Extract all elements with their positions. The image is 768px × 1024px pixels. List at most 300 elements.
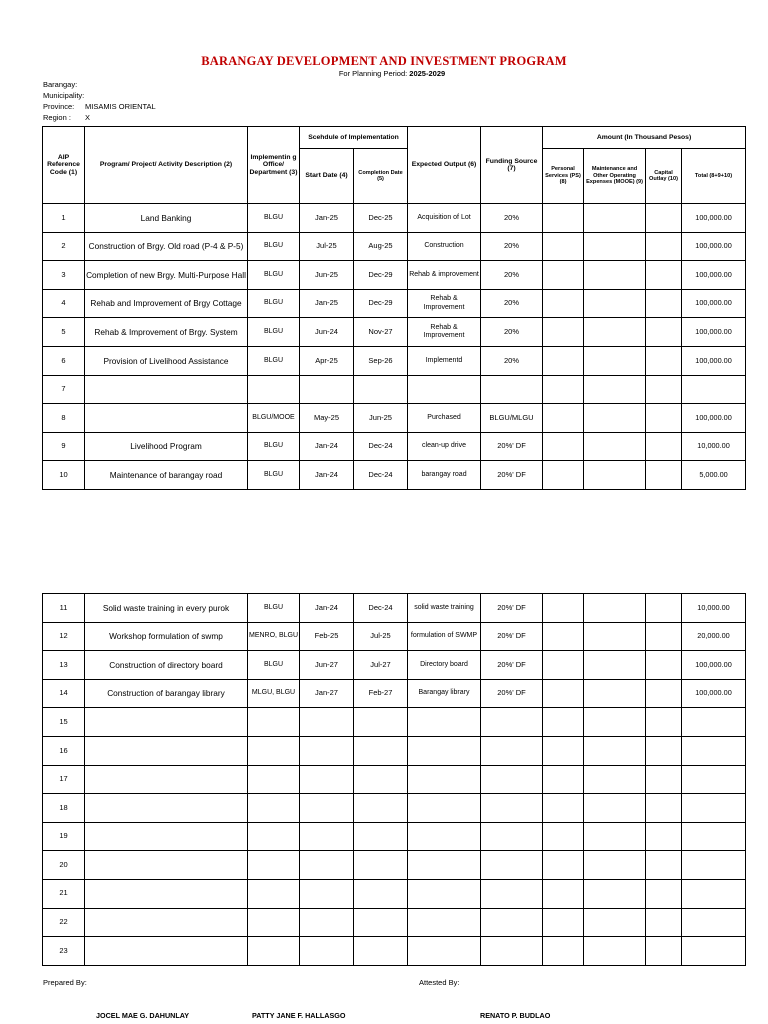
row-completion-date: Dec-29: [354, 289, 408, 318]
row-capital-outlay: [646, 622, 682, 651]
row-start-date: Jan-24: [300, 461, 354, 490]
row-number: 21: [43, 879, 85, 908]
region-label: Region :: [43, 113, 71, 122]
row-mooe: [584, 461, 646, 490]
row-implementing-office: BLGU: [248, 461, 300, 490]
row-number: 20: [43, 851, 85, 880]
attested-by-label: Attested By:: [419, 978, 460, 987]
row-start-date: Jan-24: [300, 432, 354, 461]
row-description: Provision of Livelihood Assistance: [85, 346, 248, 375]
row-personal-services: [543, 346, 584, 375]
municipality-line: [43, 91, 85, 102]
row-personal-services: [543, 432, 584, 461]
region-value: X: [85, 113, 91, 122]
row-number: 16: [43, 736, 85, 765]
row-completion-date: Dec-24: [354, 461, 408, 490]
row-capital-outlay: [646, 204, 682, 233]
row-description: Construction of directory board: [85, 651, 248, 680]
row-start-date: Jan-24: [300, 594, 354, 623]
row-mooe: [584, 375, 646, 404]
row-implementing-office: BLGU: [248, 232, 300, 261]
row-capital-outlay: [646, 822, 682, 851]
row-funding-source: BLGU/MLGU: [481, 404, 543, 433]
row-description: [85, 937, 248, 966]
row-expected-output: [408, 908, 481, 937]
prepared-by-label: Prepared By:: [43, 978, 87, 987]
table-row: [43, 375, 746, 404]
row-implementing-office: MLGU, BLGU: [248, 679, 300, 708]
row-mooe: [584, 651, 646, 680]
row-description: Completion of new Brgy. Multi-Purpose Hall: [85, 261, 248, 290]
row-expected-output: [408, 708, 481, 737]
row-expected-output: Rehab & improvement: [408, 261, 481, 290]
row-funding-source: 20%' DF: [481, 679, 543, 708]
table-row: [43, 736, 746, 765]
row-start-date: Jun-24: [300, 318, 354, 347]
row-total: [682, 851, 746, 880]
row-expected-output: [408, 375, 481, 404]
row-expected-output: barangay road: [408, 461, 481, 490]
row-total: [682, 908, 746, 937]
row-completion-date: [354, 822, 408, 851]
col-capital-outlay: Capital Outlay (10): [646, 149, 682, 204]
row-funding-source: 20%' DF: [481, 432, 543, 461]
row-completion-date: Jun-25: [354, 404, 408, 433]
row-implementing-office: [248, 908, 300, 937]
row-expected-output: Rehab & Improvement: [408, 318, 481, 347]
row-description: [85, 822, 248, 851]
row-start-date: Jan-25: [300, 289, 354, 318]
province-line: [43, 102, 156, 113]
row-personal-services: [543, 261, 584, 290]
row-total: [682, 794, 746, 823]
table-row: [43, 879, 746, 908]
row-funding-source: 20%: [481, 232, 543, 261]
table-row: [43, 232, 746, 261]
row-total: [682, 879, 746, 908]
row-description: [85, 736, 248, 765]
row-expected-output: solid waste training: [408, 594, 481, 623]
table-row: [43, 461, 746, 490]
row-completion-date: Dec-29: [354, 261, 408, 290]
table-row: [43, 622, 746, 651]
col-completion-date: Completion Date (5): [354, 149, 408, 204]
row-description: [85, 708, 248, 737]
row-start-date: [300, 908, 354, 937]
municipality-label: Municipality:: [43, 91, 85, 100]
row-description: [85, 765, 248, 794]
row-start-date: [300, 937, 354, 966]
signatory-2: PATTY JANE F. HALLASGO: [252, 1011, 346, 1020]
row-mooe: [584, 289, 646, 318]
row-mooe: [584, 232, 646, 261]
row-implementing-office: BLGU: [248, 346, 300, 375]
row-funding-source: [481, 794, 543, 823]
col-funding-source: Funding Source (7): [481, 127, 543, 204]
row-funding-source: 20%: [481, 261, 543, 290]
row-description: Construction of barangay library: [85, 679, 248, 708]
row-capital-outlay: [646, 404, 682, 433]
table-row: [43, 822, 746, 851]
col-implementing-office: Implementin g Office/ Department (3): [248, 127, 300, 204]
row-completion-date: [354, 736, 408, 765]
table-row: [43, 851, 746, 880]
row-description: [85, 908, 248, 937]
row-personal-services: [543, 679, 584, 708]
row-personal-services: [543, 232, 584, 261]
row-funding-source: 20%: [481, 204, 543, 233]
row-start-date: [300, 765, 354, 794]
table-row: [43, 937, 746, 966]
row-completion-date: [354, 708, 408, 737]
row-expected-output: Rehab & Improvement: [408, 289, 481, 318]
row-personal-services: [543, 765, 584, 794]
row-start-date: [300, 736, 354, 765]
row-implementing-office: [248, 708, 300, 737]
row-funding-source: [481, 708, 543, 737]
row-number: 6: [43, 346, 85, 375]
row-number: 11: [43, 594, 85, 623]
row-total: 100,000.00: [682, 232, 746, 261]
row-implementing-office: BLGU/MOOE: [248, 404, 300, 433]
row-personal-services: [543, 594, 584, 623]
row-description: Construction of Brgy. Old road (P-4 & P-5): [85, 232, 248, 261]
row-implementing-office: BLGU: [248, 204, 300, 233]
row-start-date: [300, 822, 354, 851]
row-start-date: [300, 708, 354, 737]
table-row: [43, 346, 746, 375]
row-total: 20,000.00: [682, 622, 746, 651]
row-total: 5,000.00: [682, 461, 746, 490]
row-implementing-office: BLGU: [248, 261, 300, 290]
row-description: Maintenance of barangay road: [85, 461, 248, 490]
row-capital-outlay: [646, 232, 682, 261]
row-start-date: [300, 794, 354, 823]
table-row: [43, 432, 746, 461]
row-total: [682, 765, 746, 794]
row-description: [85, 794, 248, 823]
row-personal-services: [543, 937, 584, 966]
signatory-1: JOCEL MAE G. DAHUNLAY: [96, 1011, 190, 1020]
row-personal-services: [543, 908, 584, 937]
planning-period: [0, 69, 768, 78]
col-aip-reference-code: AIP Reference Code (1): [43, 127, 85, 204]
province-label: Province:: [43, 102, 75, 111]
row-funding-source: 20%' DF: [481, 651, 543, 680]
row-expected-output: [408, 822, 481, 851]
row-personal-services: [543, 708, 584, 737]
row-description: Rehab and Improvement of Brgy Cottage: [85, 289, 248, 318]
row-mooe: [584, 879, 646, 908]
row-expected-output: formulation of SWMP: [408, 622, 481, 651]
row-personal-services: [543, 879, 584, 908]
row-implementing-office: MENRO, BLGU: [248, 622, 300, 651]
row-expected-output: [408, 794, 481, 823]
row-description: Rehab & Improvement of Brgy. System: [85, 318, 248, 347]
row-mooe: [584, 765, 646, 794]
row-expected-output: [408, 879, 481, 908]
planning-period-value: 2025-2029: [409, 69, 446, 78]
row-capital-outlay: [646, 461, 682, 490]
row-expected-output: Purchased: [408, 404, 481, 433]
col-schedule-group: Scehdule of Implementation: [300, 127, 408, 149]
row-number: 12: [43, 622, 85, 651]
row-capital-outlay: [646, 679, 682, 708]
row-capital-outlay: [646, 594, 682, 623]
row-implementing-office: [248, 794, 300, 823]
row-number: 1: [43, 204, 85, 233]
row-mooe: [584, 908, 646, 937]
row-personal-services: [543, 404, 584, 433]
row-completion-date: Aug-25: [354, 232, 408, 261]
region-line: [43, 113, 90, 124]
row-number: 22: [43, 908, 85, 937]
row-funding-source: [481, 851, 543, 880]
row-expected-output: [408, 937, 481, 966]
row-personal-services: [543, 622, 584, 651]
row-total: 10,000.00: [682, 594, 746, 623]
row-total: [682, 937, 746, 966]
program-table-page-1: [42, 126, 746, 490]
row-implementing-office: BLGU: [248, 289, 300, 318]
row-completion-date: Jul-27: [354, 651, 408, 680]
row-mooe: [584, 794, 646, 823]
row-number: 10: [43, 461, 85, 490]
row-completion-date: Jul-25: [354, 622, 408, 651]
row-funding-source: 20%' DF: [481, 622, 543, 651]
row-mooe: [584, 204, 646, 233]
row-number: 13: [43, 651, 85, 680]
row-expected-output: Acquisition of Lot: [408, 204, 481, 233]
row-expected-output: [408, 851, 481, 880]
row-completion-date: Nov-27: [354, 318, 408, 347]
row-number: 2: [43, 232, 85, 261]
row-capital-outlay: [646, 708, 682, 737]
row-funding-source: 20%' DF: [481, 461, 543, 490]
signatory-3: RENATO P. BUDLAO: [480, 1011, 551, 1020]
row-expected-output: Implementd: [408, 346, 481, 375]
row-total: 10,000.00: [682, 432, 746, 461]
row-capital-outlay: [646, 879, 682, 908]
row-total: 100,000.00: [682, 261, 746, 290]
table-row: [43, 651, 746, 680]
row-personal-services: [543, 318, 584, 347]
row-total: [682, 708, 746, 737]
row-start-date: Jan-25: [300, 204, 354, 233]
row-number: 9: [43, 432, 85, 461]
row-mooe: [584, 594, 646, 623]
row-total: 100,000.00: [682, 289, 746, 318]
row-expected-output: Barangay library: [408, 679, 481, 708]
row-funding-source: [481, 879, 543, 908]
row-funding-source: [481, 736, 543, 765]
row-completion-date: Feb-27: [354, 679, 408, 708]
row-start-date: [300, 851, 354, 880]
row-mooe: [584, 622, 646, 651]
row-personal-services: [543, 851, 584, 880]
row-implementing-office: BLGU: [248, 432, 300, 461]
row-description: Land Banking: [85, 204, 248, 233]
row-number: 3: [43, 261, 85, 290]
planning-period-label: For Planning Period:: [338, 69, 410, 78]
row-personal-services: [543, 204, 584, 233]
row-capital-outlay: [646, 289, 682, 318]
province-value: MISAMIS ORIENTAL: [85, 102, 156, 111]
row-implementing-office: [248, 937, 300, 966]
row-start-date: May-25: [300, 404, 354, 433]
row-mooe: [584, 432, 646, 461]
row-capital-outlay: [646, 908, 682, 937]
row-completion-date: [354, 851, 408, 880]
row-capital-outlay: [646, 794, 682, 823]
barangay-label: Barangay:: [43, 80, 78, 89]
row-completion-date: [354, 908, 408, 937]
row-total: 100,000.00: [682, 679, 746, 708]
row-total: 100,000.00: [682, 346, 746, 375]
row-personal-services: [543, 822, 584, 851]
row-description: Solid waste training in every purok: [85, 594, 248, 623]
barangay-line: [43, 80, 85, 91]
row-number: 4: [43, 289, 85, 318]
row-capital-outlay: [646, 765, 682, 794]
table-row: [43, 765, 746, 794]
row-total: [682, 375, 746, 404]
program-table-page-2: [42, 593, 746, 966]
table-row: [43, 204, 746, 233]
row-expected-output: [408, 765, 481, 794]
col-mooe: Maintenance and Other Operating Expenses (MOOE) (9): [584, 149, 646, 204]
row-funding-source: 20%' DF: [481, 594, 543, 623]
table-row: [43, 708, 746, 737]
row-capital-outlay: [646, 375, 682, 404]
row-number: 8: [43, 404, 85, 433]
row-start-date: Jan-27: [300, 679, 354, 708]
table-row: [43, 289, 746, 318]
row-number: 17: [43, 765, 85, 794]
row-implementing-office: BLGU: [248, 594, 300, 623]
row-implementing-office: [248, 879, 300, 908]
row-number: 18: [43, 794, 85, 823]
row-number: 14: [43, 679, 85, 708]
row-mooe: [584, 937, 646, 966]
row-description: Livelihood Program: [85, 432, 248, 461]
row-funding-source: [481, 822, 543, 851]
table-row: [43, 404, 746, 433]
row-description: Workshop formulation of swmp: [85, 622, 248, 651]
row-mooe: [584, 822, 646, 851]
row-completion-date: Dec-25: [354, 204, 408, 233]
row-personal-services: [543, 461, 584, 490]
row-funding-source: 20%: [481, 289, 543, 318]
document-title: BARANGAY DEVELOPMENT AND INVESTMENT PROGRAM: [201, 54, 567, 68]
row-personal-services: [543, 651, 584, 680]
row-funding-source: [481, 937, 543, 966]
row-personal-services: [543, 794, 584, 823]
row-completion-date: [354, 794, 408, 823]
row-total: 100,000.00: [682, 404, 746, 433]
table-row: [43, 794, 746, 823]
col-start-date: Start Date (4): [300, 149, 354, 204]
row-completion-date: [354, 375, 408, 404]
row-start-date: Apr-25: [300, 346, 354, 375]
row-start-date: [300, 879, 354, 908]
row-implementing-office: [248, 851, 300, 880]
row-number: 19: [43, 822, 85, 851]
row-capital-outlay: [646, 432, 682, 461]
row-number: 15: [43, 708, 85, 737]
row-expected-output: clean-up drive: [408, 432, 481, 461]
row-expected-output: Construction: [408, 232, 481, 261]
row-total: 100,000.00: [682, 318, 746, 347]
row-completion-date: Dec-24: [354, 594, 408, 623]
row-description: [85, 404, 248, 433]
row-mooe: [584, 708, 646, 737]
row-personal-services: [543, 375, 584, 404]
row-total: 100,000.00: [682, 204, 746, 233]
row-mooe: [584, 404, 646, 433]
table-row: [43, 261, 746, 290]
row-description: [85, 851, 248, 880]
row-expected-output: [408, 736, 481, 765]
row-personal-services: [543, 289, 584, 318]
row-capital-outlay: [646, 736, 682, 765]
row-capital-outlay: [646, 346, 682, 375]
row-capital-outlay: [646, 261, 682, 290]
row-number: 23: [43, 937, 85, 966]
row-capital-outlay: [646, 318, 682, 347]
row-description: [85, 879, 248, 908]
row-mooe: [584, 851, 646, 880]
row-mooe: [584, 346, 646, 375]
col-personal-services: Personal Services (PS) (8): [543, 149, 584, 204]
row-start-date: Jun-25: [300, 261, 354, 290]
row-completion-date: Sep-26: [354, 346, 408, 375]
row-completion-date: Dec-24: [354, 432, 408, 461]
table-row: [43, 318, 746, 347]
row-start-date: [300, 375, 354, 404]
row-number: 7: [43, 375, 85, 404]
row-capital-outlay: [646, 651, 682, 680]
row-mooe: [584, 679, 646, 708]
row-funding-source: 20%: [481, 346, 543, 375]
row-number: 5: [43, 318, 85, 347]
row-implementing-office: [248, 765, 300, 794]
row-start-date: Feb-25: [300, 622, 354, 651]
table-row: [43, 908, 746, 937]
row-completion-date: [354, 765, 408, 794]
row-funding-source: 20%: [481, 318, 543, 347]
row-start-date: Jul-25: [300, 232, 354, 261]
row-completion-date: [354, 937, 408, 966]
row-total: 100,000.00: [682, 651, 746, 680]
row-description: [85, 375, 248, 404]
row-expected-output: Directory board: [408, 651, 481, 680]
row-mooe: [584, 261, 646, 290]
col-expected-output: Expected Output (6): [408, 127, 481, 204]
table-row: [43, 679, 746, 708]
row-implementing-office: BLGU: [248, 318, 300, 347]
row-mooe: [584, 736, 646, 765]
row-funding-source: [481, 908, 543, 937]
row-start-date: Jun-27: [300, 651, 354, 680]
row-implementing-office: [248, 375, 300, 404]
row-capital-outlay: [646, 937, 682, 966]
row-total: [682, 736, 746, 765]
row-funding-source: [481, 375, 543, 404]
col-program-description: Program/ Project/ Activity Description (2): [85, 127, 248, 204]
row-implementing-office: [248, 736, 300, 765]
row-mooe: [584, 318, 646, 347]
